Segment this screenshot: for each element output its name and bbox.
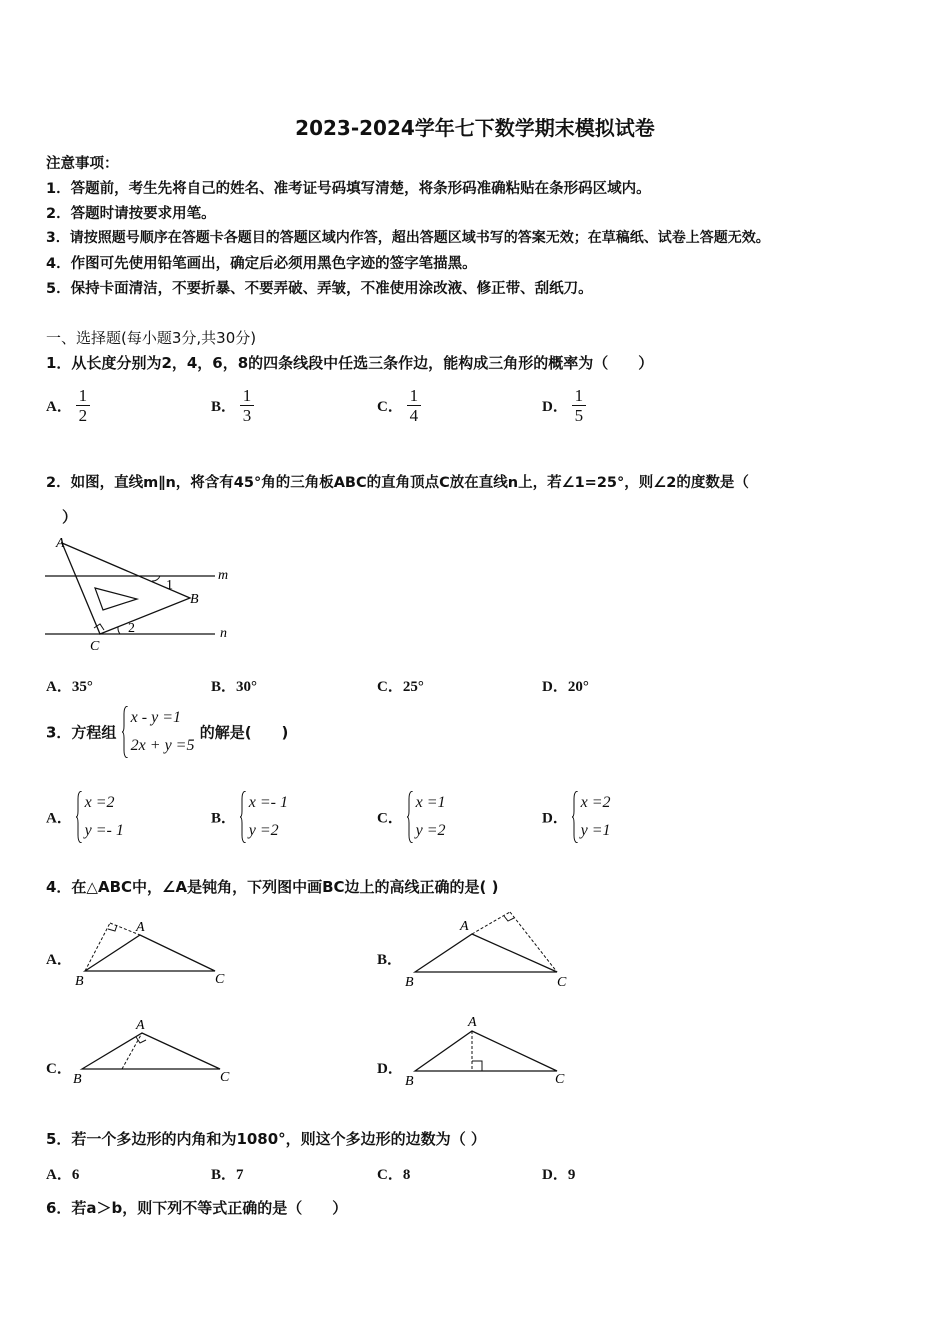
option-label: D．	[542, 399, 568, 415]
fraction: $\frac{1}{3}$	[240, 386, 255, 425]
equation-system: x =2 y =1	[572, 789, 611, 845]
line-label-n: n	[220, 626, 227, 641]
question-6-stem: 6．若a＞b，则下列不等式正确的是（ ）	[46, 1199, 348, 1217]
notice-item: 5．保持卡面清洁，不要折暴、不要弄破、弄皱，不准使用涂改液、修正带、刮纸刀。	[46, 281, 593, 297]
svg-text:C: C	[215, 972, 225, 987]
notice-item: 4．作图可先使用铅笔画出，确定后必须用黑色字迹的签字笔描黑。	[46, 256, 477, 272]
brace-icon	[240, 791, 246, 843]
equation-system: x =2 y =- 1	[76, 789, 124, 845]
svg-text:A: A	[136, 1018, 145, 1033]
q1-option-c[interactable]	[377, 386, 421, 425]
option-label: C．	[377, 399, 403, 415]
q2-option-a[interactable]: A．35°	[46, 679, 93, 695]
svg-text:C: C	[557, 975, 567, 990]
q4-figure-a[interactable]	[70, 905, 240, 990]
question-4-stem: 4．在△ABC中，∠A是钝角，下列图中画BC边上的高线正确的是( )	[46, 878, 499, 896]
q5-option-b[interactable]: B．7	[211, 1167, 244, 1183]
vertex-label-b: B	[190, 592, 199, 607]
q3-option-c[interactable]: C． x =1 y =2	[377, 789, 446, 845]
q2-figure	[40, 533, 240, 653]
page-title: 2023-2024学年七下数学期末模拟试卷	[295, 116, 655, 140]
svg-text:B: B	[405, 975, 414, 990]
brace-icon	[572, 791, 578, 843]
notice-heading: 注意事项：	[46, 156, 119, 172]
notice-item: 1．答题前，考生先将自己的姓名、准考证号码填写清楚，将条形码准确粘贴在条形码区域内。	[46, 181, 651, 197]
q5-option-d[interactable]: D．9	[542, 1167, 576, 1183]
question-2-stem: 2．如图，直线m∥n，将含有45°角的三角板ABC的直角顶点C放在直线n上，若∠1=25°，则∠2的度数是（	[46, 475, 749, 491]
q3-option-a[interactable]: A． x =2 y =- 1	[46, 789, 124, 845]
svg-text:B: B	[75, 974, 84, 989]
q4-figure-b[interactable]	[400, 900, 580, 990]
q5-option-c[interactable]: C．8	[377, 1167, 411, 1183]
svg-text:B: B	[73, 1072, 82, 1087]
q4-option-d-label[interactable]: D．	[377, 1061, 403, 1077]
brace-icon	[122, 706, 128, 758]
q1-option-d[interactable]	[542, 386, 586, 425]
line-label-m: m	[218, 568, 229, 583]
equation-system: x =1 y =2	[407, 789, 446, 845]
svg-text:A: A	[468, 1015, 477, 1030]
option-label: A．	[46, 399, 72, 415]
fraction: $\frac{1}{5}$	[572, 386, 587, 425]
brace-icon	[407, 791, 413, 843]
fraction: $\frac{1}{2}$	[76, 386, 91, 425]
fraction: $\frac{1}{4}$	[407, 386, 422, 425]
brace-icon	[76, 791, 82, 843]
notice-item: 2．答题时请按要求用笔。	[46, 206, 216, 222]
angle-label-2: 2	[128, 621, 135, 636]
svg-text:C: C	[220, 1070, 230, 1085]
svg-text:C: C	[555, 1072, 565, 1087]
question-3-stem: 3．方程组 x - y =1 2x + y =5 的解是( )	[46, 704, 288, 760]
q4-option-a-label[interactable]: A．	[46, 952, 72, 968]
angle-label-1: 1	[166, 578, 173, 593]
q2-option-b[interactable]: B．30°	[211, 679, 258, 695]
q1-option-a[interactable]	[46, 386, 90, 425]
svg-text:B: B	[405, 1074, 414, 1089]
svg-text:A: A	[460, 919, 469, 934]
question-1-stem: 1．从长度分别为2，4，6，8的四条线段中任选三条作边，能构成三角形的概率为（ ）	[46, 354, 654, 372]
option-label: B．	[211, 399, 237, 415]
q1-option-b[interactable]	[211, 386, 254, 425]
section-heading: 一、选择题(每小题3分,共30分)	[46, 329, 257, 347]
q4-option-b-label[interactable]: B．	[377, 952, 403, 968]
q2-option-c[interactable]: C．25°	[377, 679, 424, 695]
question-2-stem-end: ）	[62, 508, 78, 526]
question-5-stem: 5．若一个多边形的内角和为1080°，则这个多边形的边数为（ ）	[46, 1130, 486, 1148]
q3-option-b[interactable]: B． x =- 1 y =2	[211, 789, 288, 845]
q4-figure-d[interactable]	[400, 1013, 580, 1093]
q2-option-d[interactable]: D．20°	[542, 679, 589, 695]
notice-item: 3．请按照题号顺序在答题卡各题目的答题区域内作答，超出答题区域书写的答案无效；在草稿纸、试卷上答题无效。	[46, 230, 770, 246]
equation-system: x =- 1 y =2	[240, 789, 288, 845]
q5-option-a[interactable]: A．6	[46, 1167, 80, 1183]
q4-figure-c[interactable]	[70, 1013, 245, 1093]
q3-option-d[interactable]: D． x =2 y =1	[542, 789, 611, 845]
svg-text:A: A	[136, 920, 145, 935]
q4-option-c-label[interactable]: C．	[46, 1061, 72, 1077]
equation-system: x - y =1 2x + y =5	[122, 704, 195, 760]
vertex-label-a: A	[56, 536, 65, 551]
vertex-label-c: C	[90, 639, 100, 653]
